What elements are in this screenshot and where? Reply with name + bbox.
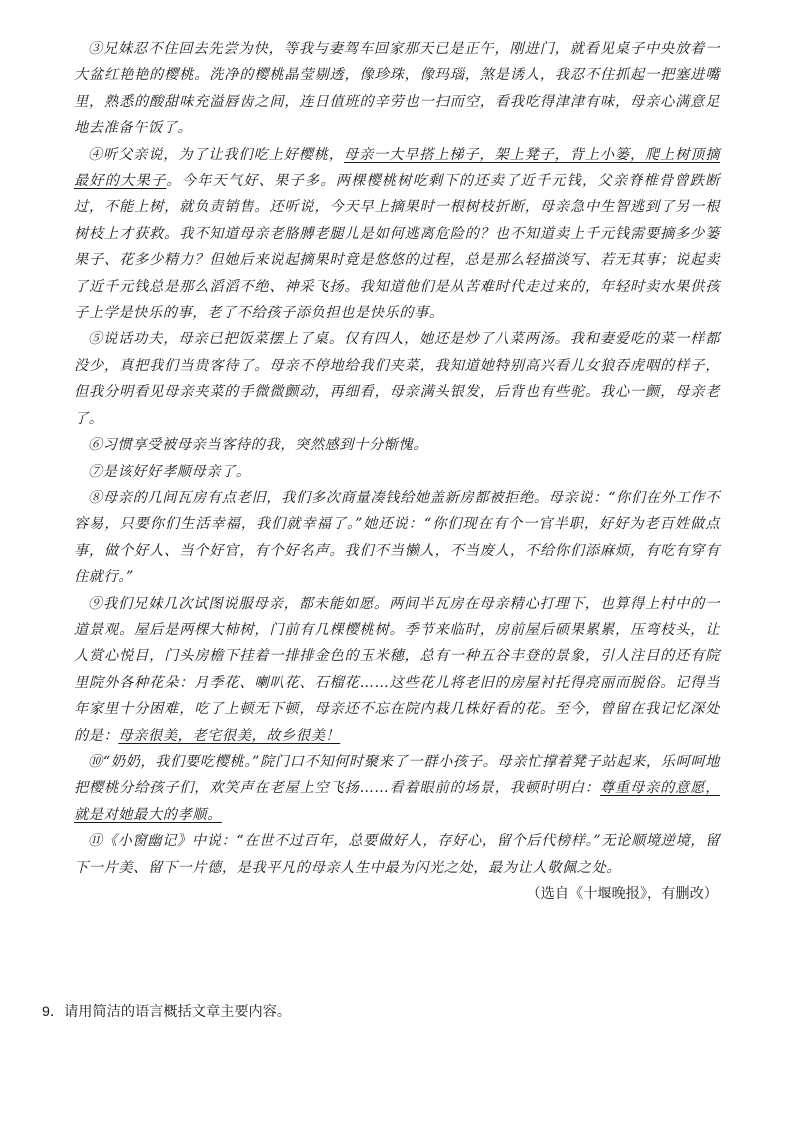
paragraph-p8 xyxy=(74,485,720,591)
paragraph-p6 xyxy=(74,432,720,458)
article-body xyxy=(74,36,720,907)
paragraph-p7 xyxy=(74,459,720,485)
paragraph-p5 xyxy=(74,326,720,432)
paragraph-p9 xyxy=(74,591,720,749)
paragraph-text: ⑩“奶奶，我们要吃樱桃。”院门口不知何时聚来了一群小孩子。母亲忙撑着凳子站起来，乐呵呵地把樱桃分给孩子们，欢笑声在老屋上空飞扬……看着眼前的场景，我顿时明白： xyxy=(74,753,720,797)
paragraph-text: ⑤说话功夫，母亲已把饭菜摆上了桌。仅有四人，她还是炒了八菜两汤。我和妻爱吃的菜一样都没少，真把我们当贵客待了。母亲不停地给我们夹菜，我知道她特别高兴看儿女狼吞虎咽的样子，但我分明看见母亲夹菜的手微微颤动，再细看，母亲满头银发，后背也有些驼。我心一颤，母亲老了。 xyxy=(74,331,720,427)
paragraph-p4 xyxy=(74,142,720,327)
paragraph-text: 。今年天气好、果子多。两棵樱桃树吃剩下的还卖了近千元钱，父亲脊椎骨曾跌断过，不能上树，就负责销售。还听说，今天早上摘果时一根树枝折断，母亲急中生智逃到了另一根树枝上才获救。我不知道母亲老胳膊老腿儿是如何逃离危险的？也不知道卖上千元钱需要摘多少篓果子、花多少精力？但她后来说起摘果时竟是悠悠的过程，总是那么轻描淡写、若无其事；说起卖了近千元钱总是那么滔滔不绝、神采飞扬。我知道他们是从苦难时代走过来的，年轻时卖水果供孩子上学是快乐的事，老了不给孩子添负担也是快乐的事。 xyxy=(74,173,720,322)
paragraph-text: ⑦是该好好孝顺母亲了。 xyxy=(88,463,251,480)
source-citation: （选自《十堰晚报》，有删改） xyxy=(526,886,718,902)
underlined-sentence: 尊重母亲的意愿，就是对她最大的孝顺。 xyxy=(74,780,720,823)
question-9: 9．请用简洁的语言概括文章主要内容。 xyxy=(42,1004,292,1020)
paragraph-text: ③兄妹忍不住回去先尝为快，等我与妻驾车回家那天已是正午，刚进门，就看见桌子中央放着一大盆红艳艳的樱桃。洗净的樱桃晶莹剔透，像珍珠，像玛瑙，煞是诱人，我忍不住抓起一把塞进嘴里，熟悉的酸甜味充溢唇齿之间，连日值班的辛劳也一扫而空，看我吃得津津有味，母亲心满意足地去准备午饭了。 xyxy=(74,41,720,137)
paragraph-text: ⑨我们兄妹几次试图说服母亲，都未能如愿。两间半瓦房在母亲精心打理下，也算得上村中的一道景观。屋后是两棵大柿树，门前有几棵樱桃树。季节来临时，房前屋后硕果累累，压弯枝头，让人赏心悦目，门头房檐下挂着一排排金色的玉米穗，总有一种五谷丰登的景象，引人注目的还有院里院外各种花朵：月季花、喇叭花、石榴花……这些花儿将老旧的房屋衬托得亮丽而脱俗。记得当年家里十分困难，吃了上顿无下顿，母亲还不忘在院内栽几株好看的花。至今，曾留在我记忆深处的是： xyxy=(74,595,720,744)
paragraph-p3 xyxy=(74,36,720,142)
paragraph-text: ⑪《小窗幽记》中说：“在世不过百年，总要做好人，存好心，留个后代榜样。”无论顺境逆境，留下一片美、留下一片德，是我平凡的母亲人生中最为闪光之处，最为让人敬佩之处。 xyxy=(74,833,720,876)
underlined-sentence: 母亲很美，老宅很美，故乡很美！ xyxy=(118,727,341,744)
paragraph-text: ⑥习惯享受被母亲当客待的我，突然感到十分惭愧。 xyxy=(88,437,429,454)
underlined-sentence: 母亲一大早搭上梯子，架上凳子，背上小篓，爬上树顶摘最好的大果子 xyxy=(74,146,720,190)
paragraph-p10 xyxy=(74,749,720,828)
paragraph-text: ④听父亲说，为了让我们吃上好樱桃， xyxy=(88,146,344,163)
paragraph-text: ⑧母亲的几间瓦房有点老旧，我们多次商量凑钱给她盖新房都被拒绝。母亲说：“你们在外工作不容易，只要你们生活幸福，我们就幸福了。”她还说：“你们现在有个一官半职，好好为老百姓做点事，做个好人、当个好官，有个好名声。我们不当懒人，不当废人，不给你们添麻烦，有吃有穿有住就行。” xyxy=(74,489,720,586)
paragraph-p11 xyxy=(74,828,720,881)
